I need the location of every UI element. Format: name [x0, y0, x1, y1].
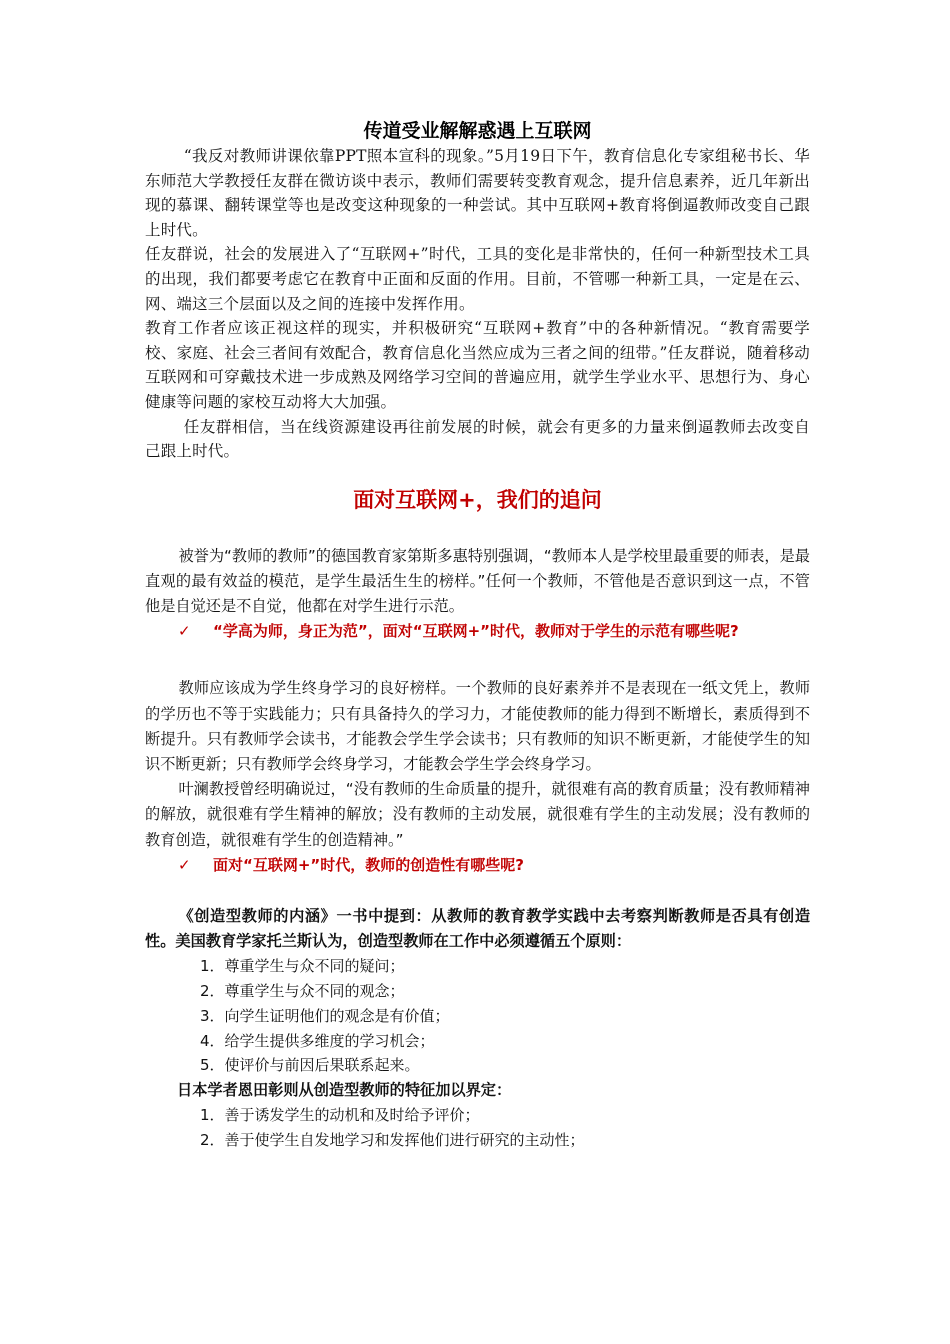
article-body [145, 144, 810, 464]
section-heading: 面对互联网+，我们的追问 [353, 487, 602, 512]
question-text: 面对“互联网+”时代，教师的创造性有哪些呢? [213, 855, 524, 874]
book-intro-paragraph: 《创造型教师的内涵》一书中提到：从教师的教育教学实践中去考察判断教师是否具有创造性。美国教育学家托兰斯认为，创造型教师在工作中必须遵循五个原则： [145, 906, 810, 950]
intro-paragraph: 被誉为“教师的教师”的德国教育家第斯多惠特别强调，“教师本人是学校里最重要的师表，是最直观的最有效益的模范，是学生最活生生的榜样。”任何一个教师，不管他是否意识到这一点，不管他是自觉还是不自觉，他都在对学生进行示范。 [145, 546, 810, 616]
paragraph: 任友群相信，当在线资源建设再往前发展的时候，就会有更多的力量来倒逼教师去改变自己跟上时代。 [145, 417, 810, 461]
section-body [145, 544, 810, 1153]
subheading: 日本学者恩田彰则从创造型教师的特征加以界定： [177, 1081, 512, 1100]
paragraph: 教育工作者应该正视这样的现实，并积极研究“互联网+教育”中的各种新情况。“教育需要学校、家庭、社会三者间有效配合，教育信息化当然应成为三者之间的纽带。”任友群说，随着移动互联网和可穿戴技术进一步成熟及网络学习空间的普遍应用，就学生学业水平、思想行为、身心健康等问题的家校互动将大大加强。 [145, 319, 810, 411]
paragraph: 任友群说，社会的发展进入了“互联网+”时代，工具的变化是非常快的，任何一种新型技术工具的出现，我们都要考虑它在教育中正面和反面的作用。目前，不管哪一种新工具，一定是在云、网、端这三个层面以及之间的连接中发挥作用。 [145, 245, 810, 313]
document-page [145, 118, 810, 1153]
list-item: 2．尊重学生与众不同的观念； [200, 981, 405, 1000]
checkmark-icon: ✓ [178, 622, 191, 641]
paragraph: 教师应该成为学生终身学习的良好榜样。一个教师的良好素养并不是表现在一纸文凭上，教师的学历也不等于实践能力；只有具备持久的学习力，才能使教师的能力得到不断增长，素质得到不断提升。只有教师学会读书，才能教会学生学会读书；只有教师的知识不断更新，才能使学生的知识不断更新；只有教师学会终身学习，才能教会学生学会终身学习。 [145, 679, 810, 773]
list-item: 2．善于使学生自发地学习和发挥他们进行研究的主动性； [200, 1130, 585, 1149]
list-item: 5．使评价与前因后果联系起来。 [200, 1056, 420, 1075]
list-item: 4．给学生提供多维度的学习机会； [200, 1031, 435, 1050]
principles-list [145, 954, 810, 1078]
checkmark-icon: ✓ [178, 855, 191, 874]
paragraph: “我反对教师讲课依靠PPT照本宣科的现象。”5月19日下午，教育信息化专家组秘书长、华东师范大学教授任友群在微访谈中表示，教师们需要转变教育观念，提升信息素养，近几年新出现的慕课、翻转课堂等也是改变这种现象的一种尝试。其中互联网+教育将倒逼教师改变自己跟上时代。 [145, 147, 810, 239]
list-item: 1．善于诱发学生的动机和及时给予评价； [200, 1106, 480, 1125]
question-text: “学高为师，身正为范”，面对“互联网+”时代，教师对于学生的示范有哪些呢? [213, 622, 739, 641]
article-title: 传道受业解解惑遇上互联网 [363, 120, 592, 142]
list-item: 1．尊重学生与众不同的疑问； [200, 957, 405, 976]
question-item [145, 619, 810, 644]
question-item [145, 853, 810, 878]
list-item: 3．向学生证明他们的观念是有价值； [200, 1006, 450, 1025]
paragraph: 叶澜教授曾经明确说过，“没有教师的生命质量的提升，就很难有高的教育质量；没有教师精神的解放，就很难有学生精神的解放；没有教师的主动发展，就很难有学生的主动发展；没有教师的教育创造，就很难有学生的创造精神。” [145, 780, 810, 849]
traits-list [145, 1103, 810, 1153]
